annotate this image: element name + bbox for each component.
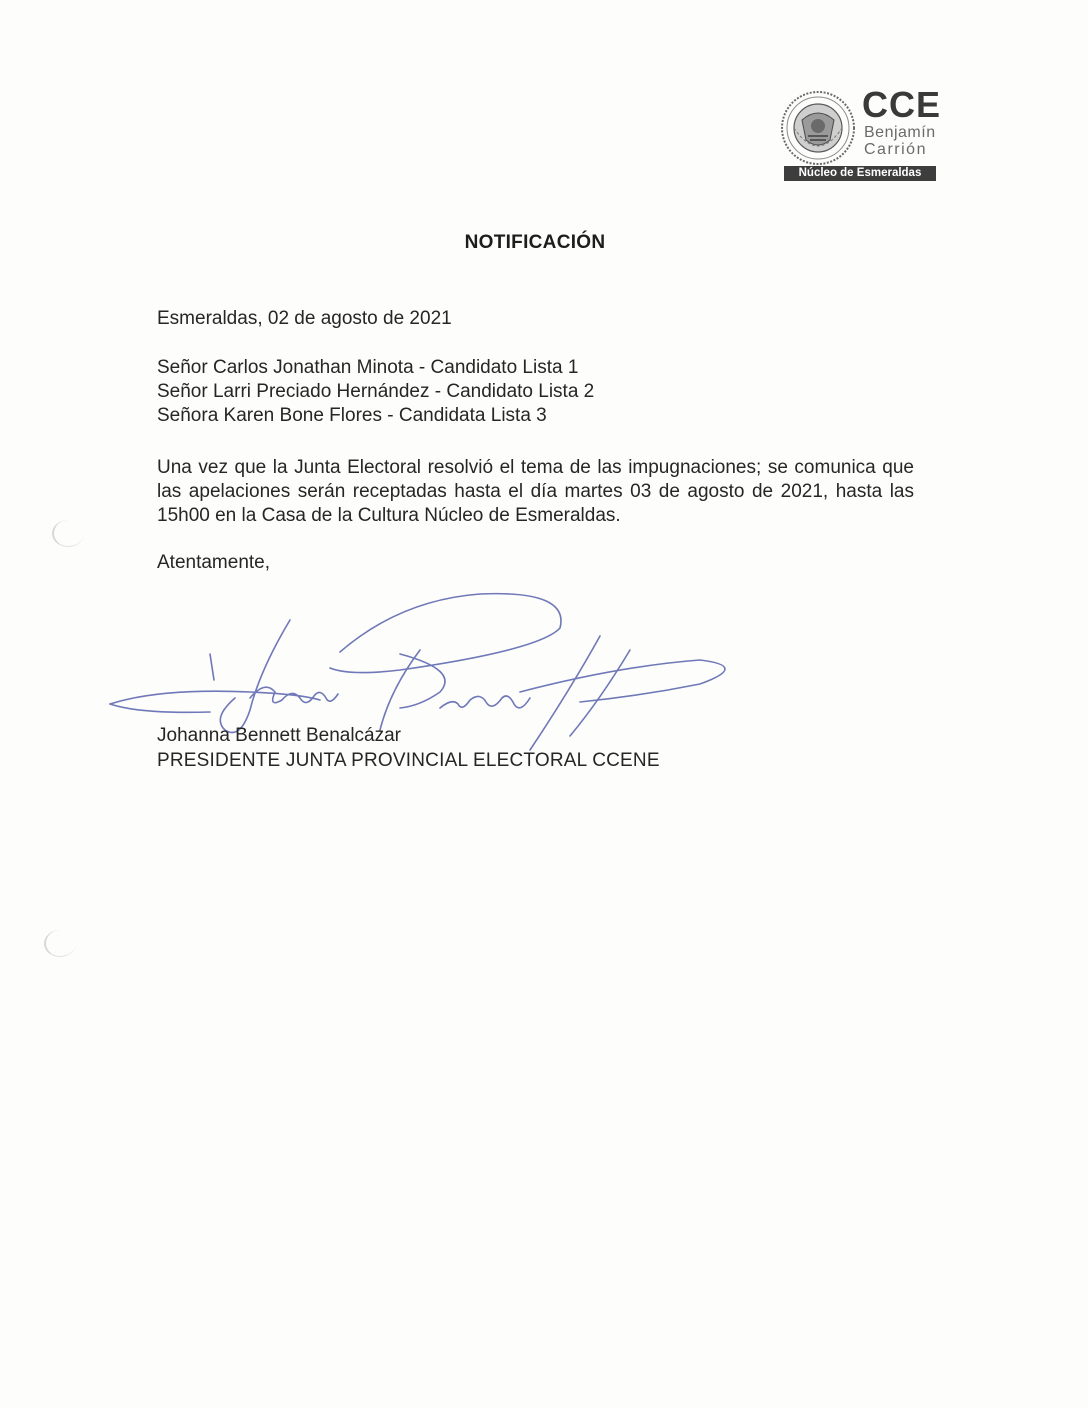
date-line: Esmeraldas, 02 de agosto de 2021: [157, 308, 452, 329]
signer-name: Johanna Bennett Benalcázar: [157, 725, 402, 746]
recipient-item: Señora Karen Bone Flores - Candidata Lista 3: [157, 405, 547, 426]
signer-title: PRESIDENTE JUNTA PROVINCIAL ELECTORAL CCENE: [157, 750, 660, 771]
punch-hole-mark: [52, 520, 84, 547]
cce-logo: [780, 86, 940, 182]
recipient-item: Señor Carlos Jonathan Minota - Candidato Lista 1: [157, 357, 579, 378]
recipient-list: [157, 356, 594, 428]
logo-line-1: Benjamín: [864, 124, 936, 141]
closing-line: Atentamente,: [157, 552, 271, 573]
punch-hole-mark: [44, 930, 76, 957]
logo-acronym: CCE: [862, 84, 942, 125]
recipient-item: Señor Larri Preciado Hernández - Candidato Lista 2: [157, 381, 595, 402]
logo-bar-text: Núcleo de Esmeraldas: [784, 166, 936, 181]
logo-line-2: Carrión: [864, 141, 927, 158]
cce-seal-icon: [780, 90, 856, 166]
body-paragraph: Una vez que la Junta Electoral resolvió el tema de las impugnaciones; se comunica que las apelaciones serán receptadas hasta el día martes 03 de agosto de 2021, hasta las 15h00 en la Casa de la Cultura Núcleo de Esmeraldas.: [157, 457, 914, 526]
document-title: NOTIFICACIÓN: [464, 232, 606, 253]
